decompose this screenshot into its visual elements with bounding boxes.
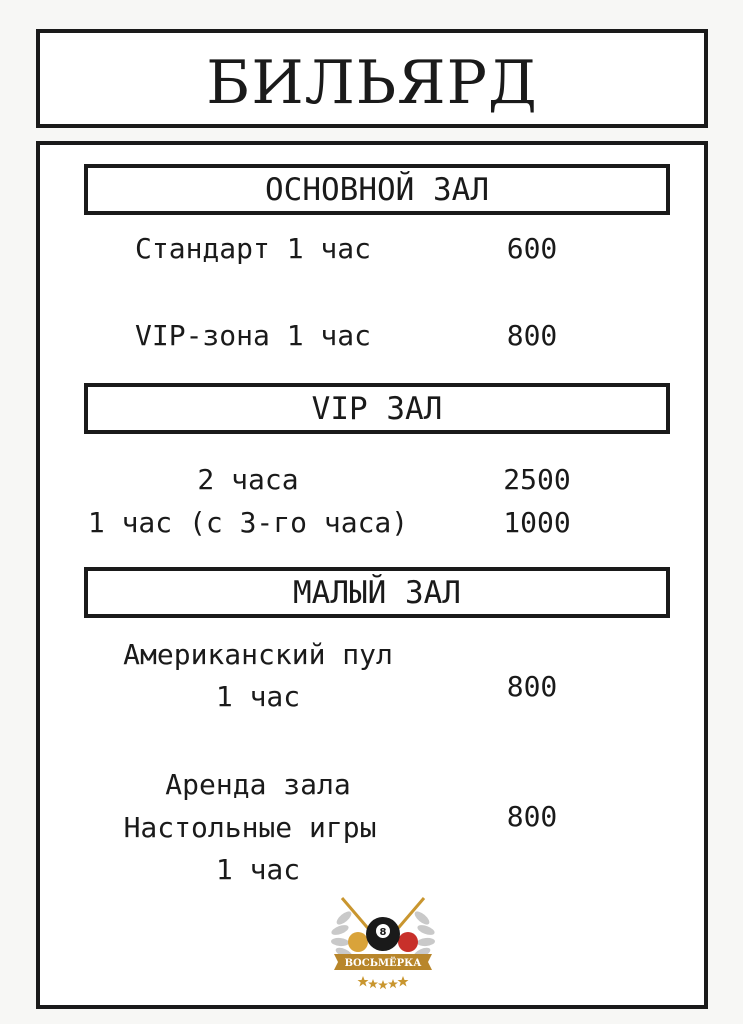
ball-number: 8 xyxy=(379,927,387,938)
item-name-2-hours: 2 часа xyxy=(197,463,299,496)
item-name-board-games: Настольные игры xyxy=(123,811,377,844)
item-name-american-pool-duration: 1 час xyxy=(215,680,301,713)
item-name-hall-rental: Аренда зала xyxy=(165,768,351,801)
item-price-vip-zone: 800 xyxy=(506,319,558,352)
section-heading-vip-hall: VIP ЗАЛ xyxy=(84,383,670,434)
red-ball-icon xyxy=(398,932,418,952)
item-price-hall-rental: 800 xyxy=(506,800,558,833)
billiard-eight-ball-logo xyxy=(328,890,438,990)
logo-text: ВОСЬМЁРКА xyxy=(344,958,422,969)
page-title: БИЛЬЯРД xyxy=(206,48,538,118)
item-price-2-hours: 2500 xyxy=(503,463,571,496)
section-heading-small-hall: МАЛЫЙ ЗАЛ xyxy=(84,567,670,618)
item-name-vip-zone: VIP-зона 1 час xyxy=(134,319,372,352)
item-price-1-hour-from-3rd: 1000 xyxy=(503,506,571,539)
item-name-hall-rental-duration: 1 час xyxy=(215,853,301,886)
item-price-standard: 600 xyxy=(506,232,558,265)
item-name-1-hour-from-3rd: 1 час (с 3-го часа) xyxy=(87,506,409,539)
item-name-standard: Стандарт 1 час xyxy=(134,232,372,265)
stars-icon xyxy=(358,976,409,989)
title-box xyxy=(36,29,708,128)
item-name-american-pool: Американский пул xyxy=(123,638,393,671)
item-price-american-pool: 800 xyxy=(506,670,558,703)
yellow-ball-icon xyxy=(348,932,368,952)
section-heading-main-hall: ОСНОВНОЙ ЗАЛ xyxy=(84,164,670,215)
